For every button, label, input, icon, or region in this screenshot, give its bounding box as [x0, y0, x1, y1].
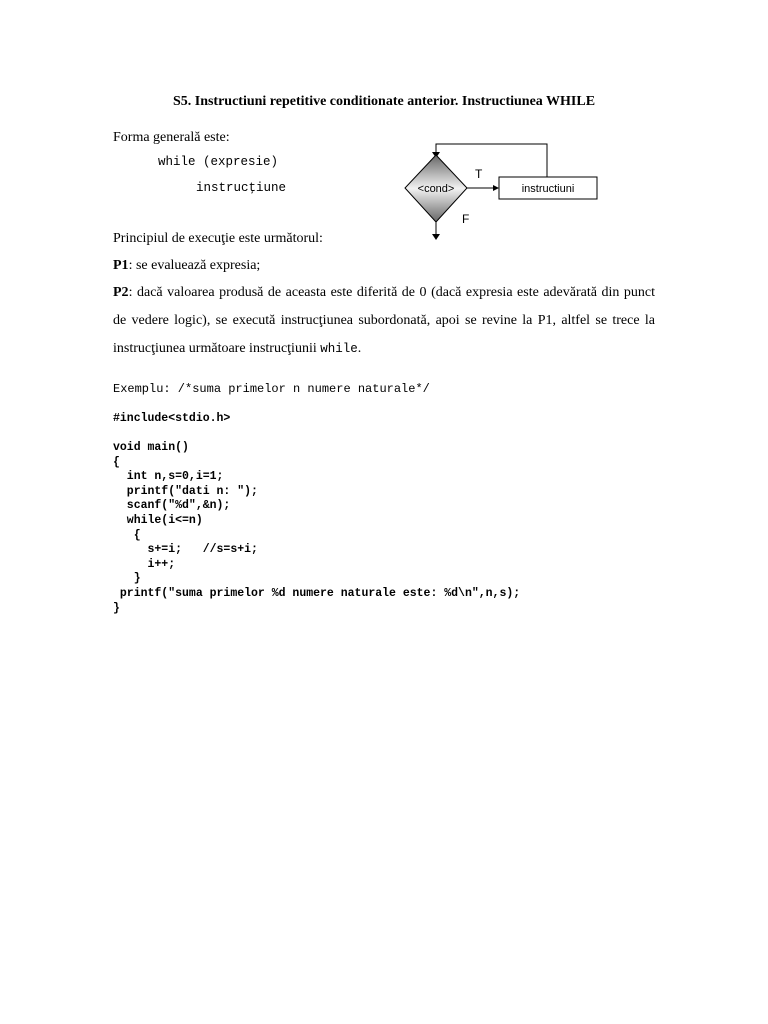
code-line: { — [113, 455, 120, 469]
general-form-label: Forma generală este: — [113, 130, 230, 145]
while-keyword: while — [320, 342, 358, 356]
step-p1-text: : se evaluează expresia; — [128, 258, 261, 273]
step-p1 — [113, 258, 260, 274]
syntax-line-while: while (expresie) — [158, 155, 279, 169]
code-line: scanf("%d",&n); — [113, 499, 231, 513]
true-arrow-head — [493, 185, 499, 191]
include-line: #include<stdio.h> — [113, 412, 231, 425]
step-p1-label: P1 — [113, 258, 129, 273]
syntax-line-instruction: instrucţiune — [196, 181, 287, 195]
false-label: F — [462, 212, 470, 226]
code-line: void main() — [113, 441, 189, 454]
step-p2-label: P2 — [113, 285, 129, 300]
code-line: } — [113, 601, 120, 615]
while-flowchart — [395, 140, 615, 245]
principle-intro: Principiul de execuţie este următorul: — [113, 231, 323, 246]
true-label: T — [475, 167, 483, 181]
code-line: while(i<=n) — [113, 514, 203, 527]
code-line: } — [113, 572, 141, 586]
example-label: Exemplu: /*suma primelor n numere naturale*/ — [113, 382, 430, 396]
page-title: S5. Instructiuni repetitive conditionate anterior. Instructiunea WHILE — [172, 94, 596, 109]
code-line: s+=i; //s=s+i; — [113, 543, 258, 557]
code-line: int n,s=0,i=1; — [113, 470, 224, 484]
code-line: { — [113, 528, 141, 542]
code-line: printf("dati n: "); — [113, 484, 258, 498]
step-p2-text: : dacă valoarea produsă de aceasta este diferită de 0 (dacă expresia este adevărată din punct de vedere logic), se execută instrucţiunea subordonată, apoi se revine la P1, altfel se trece la instrucţiunea următoare instrucţiunii — [113, 285, 655, 356]
condition-label: <cond> — [417, 183, 455, 195]
step-p2-end: . — [357, 341, 362, 356]
code-line: printf("suma primelor %d numere naturale este: %d\n",n,s); — [113, 587, 521, 600]
step-p2 — [113, 279, 655, 363]
false-arrow-head — [432, 234, 440, 240]
instruction-box-label: instructiuni — [521, 183, 575, 195]
code-line: i++; — [113, 557, 176, 571]
